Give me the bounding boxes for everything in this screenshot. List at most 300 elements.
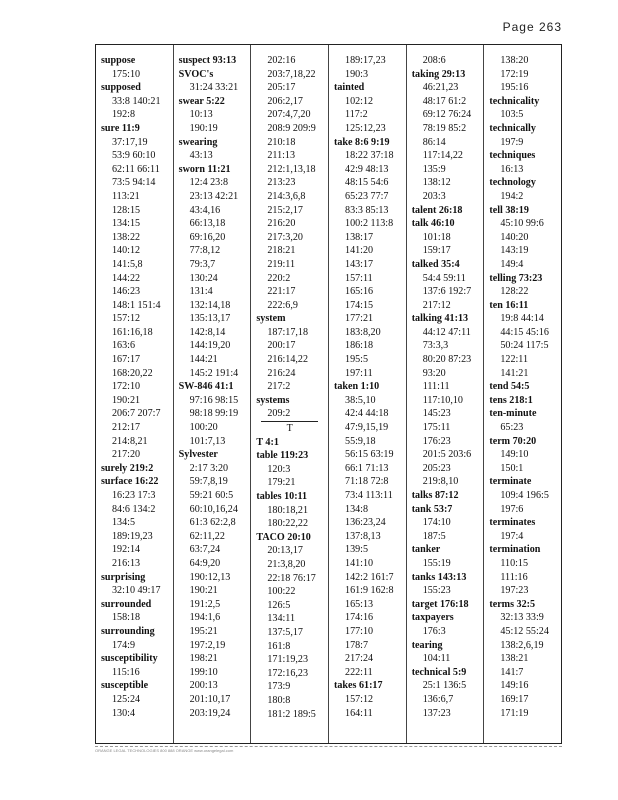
page-line-reference: 43:13 (189, 150, 213, 162)
page-line-reference: 217:2 (267, 381, 291, 393)
index-column-6 (484, 45, 561, 743)
page-line-reference: 206:2,17 (267, 95, 303, 107)
page-line-reference: 143:17 (345, 258, 374, 270)
page-line-reference: 126:5 (267, 599, 291, 611)
index-term: TACO 20:10 (256, 531, 311, 543)
page-line-reference: 80:20 87:23 (422, 354, 472, 366)
page-line-reference: 200:17 (267, 340, 296, 352)
footer-text: ORANGE LEGAL TECHNOLOGIES 800 888 ORANGE www.orangelegal.com (95, 748, 234, 753)
page-line-reference: 141:5,8 (112, 258, 143, 270)
page-line-reference: 199:10 (189, 666, 218, 678)
page-line-reference: 187:17,18 (267, 326, 308, 338)
page-line-reference: 138:17 (345, 231, 374, 243)
page-line-reference: 214:8,21 (112, 435, 148, 447)
page-line-reference: 172:16,23 (267, 667, 308, 679)
page-line-reference: 144:22 (112, 272, 141, 284)
page-line-reference: 138:21 (500, 653, 529, 665)
page-line-reference: 53:9 60:10 (112, 150, 156, 162)
page-line-reference: 158:18 (112, 612, 141, 624)
page-line-reference: 208:6 (422, 55, 446, 66)
page-line-reference: 146:23 (112, 286, 141, 298)
page-line-reference: 137:5,17 (267, 626, 303, 638)
page-line-reference: 137:8,13 (345, 530, 381, 542)
page-line-reference: 44:12 47:11 (422, 326, 471, 338)
page-line-reference: 73:3,3 (422, 340, 449, 352)
page-line-reference: 137:23 (422, 707, 451, 719)
page-line-reference: 37:17,19 (112, 136, 148, 148)
page-line-reference: 144:21 (189, 354, 218, 366)
index-term: susceptibility (101, 653, 158, 665)
page-line-reference: 98:18 99:19 (189, 408, 239, 420)
page-line-reference: 46:21,23 (422, 82, 459, 94)
page-line-reference: 21:3,8,20 (267, 558, 306, 570)
page-line-reference: 217:24 (345, 653, 374, 665)
page-line-reference: 144:19,20 (189, 340, 231, 352)
page-line-reference: 178:7 (345, 639, 369, 651)
page-line-reference: 42:4 44:18 (345, 408, 389, 420)
index-term: tainted (334, 82, 365, 94)
page-line-reference: 128:15 (112, 204, 141, 216)
page-line-reference: 125:24 (112, 693, 141, 705)
page-line-reference: 62:11,22 (189, 530, 225, 542)
page-line-reference: 125:12,23 (345, 122, 386, 134)
page-line-reference: 60:10,16,24 (189, 503, 238, 515)
page-line-reference: 157:11 (345, 272, 373, 284)
page-line-reference: 103:5 (500, 109, 524, 121)
page-line-reference: 117:10,10 (422, 394, 463, 406)
page-line-reference: 149:10 (500, 449, 529, 461)
page-line-reference: 18:22 37:18 (345, 150, 394, 162)
index-term: sworn 11:21 (178, 163, 231, 175)
page-line-reference: 163:6 (112, 340, 135, 352)
page-line-reference: 207:4,7,20 (267, 109, 311, 121)
page-line-reference: 100:22 (267, 586, 296, 598)
page-line-reference: 216:13 (112, 557, 141, 569)
page-line-reference: 145:23 (422, 408, 451, 420)
page-line-reference: 189:19,23 (112, 530, 153, 542)
page-line-reference: 71:18 72:8 (345, 476, 389, 488)
index-term: take 8:6 9:19 (334, 136, 390, 148)
page-line-reference: 180:22,22 (267, 518, 308, 530)
page-line-reference: 73:5 94:14 (112, 177, 156, 189)
page-line-reference: 138:2,6,19 (500, 639, 544, 651)
page-line-reference: 32:10 49:17 (112, 585, 161, 597)
page-line-reference: 203:19,24 (189, 707, 231, 719)
page-line-reference: 172:10 (112, 381, 141, 393)
page-line-reference: 194:2 (500, 190, 524, 202)
page-line-reference: 69:16,20 (189, 231, 226, 243)
page-line-reference: 175:11 (422, 422, 451, 434)
index-term: Sylvester (178, 449, 218, 461)
page-line-reference: 55:9,18 (345, 435, 376, 447)
page-line-reference: 161:16,18 (112, 326, 153, 338)
page-line-reference: 216:24 (267, 367, 296, 379)
page-line-reference: 155:19 (422, 557, 451, 569)
page-line-reference: 111:16 (500, 571, 528, 583)
page-line-reference: 120:3 (267, 463, 291, 475)
page-line-reference: 134:11 (267, 613, 296, 625)
page-line-reference: 12:4 23:8 (189, 177, 229, 189)
page-line-reference: 79:3,7 (189, 258, 216, 270)
page-line-reference: 66:1 71:13 (345, 462, 389, 474)
page-line-reference: 134:15 (112, 218, 141, 230)
page-line-reference: 10:13 (189, 109, 213, 121)
index-term: tanker (411, 544, 441, 556)
page-line-reference: 23:13 42:21 (189, 190, 239, 202)
page-line-reference: 84:6 134:2 (112, 503, 156, 515)
page-line-reference: 78:19 85:2 (422, 122, 467, 134)
index-term: technicality (489, 95, 540, 107)
index-term: T 4:1 (256, 436, 279, 448)
index-term: talks 87:12 (411, 490, 459, 501)
page-line-reference: 97:16 98:15 (189, 394, 239, 406)
page-line-reference: 149:4 (500, 258, 524, 270)
page-line-reference: 111:11 (422, 381, 450, 393)
page-line-reference: 161:9 162:8 (345, 585, 394, 597)
index-column-1 (96, 45, 174, 743)
page-line-reference: 177:21 (345, 313, 374, 325)
page-line-reference: 136:23,24 (345, 517, 386, 529)
page-line-reference: 43:4,16 (189, 204, 221, 216)
page-line-reference: 197:9 (500, 136, 524, 148)
index-column-5 (407, 45, 485, 743)
index-term: terminate (489, 476, 532, 488)
section-letter-heading: T (261, 421, 318, 436)
page-line-reference: 102:12 (345, 95, 374, 107)
page-line-reference: 222:6,9 (267, 299, 298, 311)
page-line-reference: 56:15 63:19 (345, 449, 394, 461)
page-line-reference: 73:4 113:11 (345, 490, 393, 501)
index-term: tanks 143:13 (411, 571, 467, 583)
page-line-reference: 135:9 (422, 163, 446, 175)
page-line-reference: 45:12 55:24 (500, 625, 549, 637)
page-line-reference: 176:3 (422, 625, 446, 637)
page-line-reference: 141:7 (500, 666, 524, 678)
page-line-reference: 200:13 (189, 680, 218, 692)
page-line-reference: 165:16 (345, 286, 374, 298)
page-line-reference: 167:17 (112, 354, 141, 366)
page-line-reference: 69:12 76:24 (422, 109, 472, 121)
index-term: telling 73:23 (489, 272, 543, 284)
page-line-reference: 195:16 (500, 82, 529, 94)
index-term: tank 53:7 (411, 503, 453, 515)
index-term: suppose (101, 55, 136, 66)
index-term: tens 218:1 (489, 394, 533, 406)
page-line-reference: 122:11 (500, 354, 529, 366)
page-line-reference: 205:17 (267, 82, 296, 94)
index-column-2 (174, 45, 252, 743)
page-line-reference: 65:23 (500, 422, 524, 434)
page-line-reference: 145:2 191:4 (189, 367, 239, 379)
page-line-reference: 33:8 140:21 (112, 95, 161, 107)
page-line-reference: 132:14,18 (189, 299, 231, 311)
page-line-reference: 221:17 (267, 286, 296, 298)
page-line-reference: 217:12 (422, 299, 451, 311)
page-line-reference: 165:13 (345, 598, 374, 610)
page-line-reference: 168:20,22 (112, 367, 153, 379)
page-line-reference: 211:13 (267, 150, 296, 162)
page-line-reference: 131:4 (189, 286, 213, 298)
index-column-3 (251, 45, 329, 743)
index-term: terminates (489, 517, 536, 529)
page-line-reference: 212:17 (112, 422, 141, 434)
page-line-reference: 48:17 61:2 (422, 95, 467, 107)
index-term: swearing (178, 136, 218, 148)
index-term: tearing (411, 639, 443, 651)
page-line-reference: 66:13,18 (189, 218, 226, 230)
page-line-reference: 179:21 (267, 477, 296, 489)
index-term: suspect 93:13 (178, 55, 237, 66)
page-line-reference: 86:14 (422, 136, 446, 148)
page-line-reference: 161:8 (267, 640, 291, 652)
page-line-reference: 192:14 (112, 544, 141, 556)
page-line-reference: 137:6 192:7 (422, 286, 472, 298)
page-line-reference: 174:9 (112, 639, 135, 651)
page-line-reference: 217:3,20 (267, 231, 303, 243)
index-term: termination (489, 544, 541, 556)
page-line-reference: 104:11 (422, 653, 451, 665)
index-term: tend 54:5 (489, 381, 530, 393)
page-line-reference: 134:5 (112, 517, 135, 529)
page-line-reference: 38:5,10 (345, 394, 376, 406)
page-line-reference: 149:16 (500, 680, 529, 692)
index-column-4 (329, 45, 407, 743)
page-line-reference: 54:4 59:11 (422, 272, 466, 284)
page-line-reference: 47:9,15,19 (345, 422, 389, 434)
page-line-reference: 176:23 (422, 435, 451, 447)
page-line-reference: 186:18 (345, 340, 374, 352)
page-line-reference: 135:13,17 (189, 313, 231, 325)
page-line-reference: 203:3 (422, 190, 446, 202)
index-term: system (256, 313, 286, 325)
page-line-reference: 197:11 (345, 367, 373, 379)
page-line-reference: 130:24 (189, 272, 218, 284)
page-line-reference: 19:8 44:14 (500, 313, 544, 325)
page-line-reference: 44:15 45:16 (500, 326, 549, 338)
page-line-reference: 117:2 (345, 109, 368, 121)
page-line-reference: 190:21 (189, 585, 218, 597)
page-line-reference: 215:2,17 (267, 204, 303, 216)
page-line-reference: 128:22 (500, 286, 529, 298)
page-line-reference: 197:4 (500, 530, 524, 542)
page-line-reference: 150:1 (500, 462, 524, 474)
page-line-reference: 169:17 (500, 693, 529, 705)
page-line-reference: 16:23 17:3 (112, 490, 156, 501)
page-line-reference: 174:16 (345, 612, 374, 624)
page-line-reference: 206:7 207:7 (112, 408, 161, 420)
page-line-reference: 203:7,18,22 (267, 68, 316, 80)
page-line-reference: 134:8 (345, 503, 369, 515)
page-line-reference: 189:17,23 (345, 55, 386, 66)
index-term: techniques (489, 150, 536, 162)
page-line-reference: 164:11 (345, 707, 373, 719)
page-line-reference: 113:21 (112, 190, 140, 202)
page-line-reference: 201:5 203:6 (422, 449, 472, 461)
page-line-reference: 157:12 (112, 313, 141, 325)
page-line-reference: 157:12 (345, 693, 374, 705)
page-line-reference: 148:1 151:4 (112, 299, 161, 311)
page-line-reference: 190:12,13 (189, 571, 231, 583)
page-line-reference: 214:3,6,8 (267, 190, 306, 202)
page-line-reference: 141:21 (500, 367, 529, 379)
page-line-reference: 64:9,20 (189, 557, 221, 569)
index-term: ten 16:11 (489, 299, 529, 311)
page-line-reference: 210:18 (267, 136, 296, 148)
index-term: tell 38:19 (489, 204, 529, 216)
page-line-reference: 187:5 (422, 530, 446, 542)
page-line-reference: 62:11 66:11 (112, 163, 160, 175)
page-line-reference: 138:20 (500, 55, 529, 66)
page-line-reference: 173:9 (267, 681, 291, 693)
page-line-reference: 171:19,23 (267, 654, 308, 666)
page-line-reference: 177:10 (345, 625, 374, 637)
page-line-reference: 100:20 (189, 422, 218, 434)
page-line-reference: 138:12 (422, 177, 451, 189)
index-term: talked 35:4 (411, 258, 460, 270)
page-line-reference: 195:21 (189, 625, 218, 637)
index-term: taking 29:13 (411, 68, 466, 80)
page-line-reference: 59:21 60:5 (189, 490, 234, 501)
page-line-reference: 115:16 (112, 666, 140, 678)
index-term: surrounded (101, 598, 152, 610)
page-line-reference: 212:1,13,18 (267, 163, 316, 175)
index-term: taxpayers (411, 612, 454, 624)
index-term: surprising (101, 571, 146, 583)
index-term: technically (489, 122, 536, 134)
index-term: surface 16:22 (101, 476, 159, 488)
index-term: talent 26:18 (411, 204, 463, 216)
page-line-reference: 61:3 62:2,8 (189, 517, 236, 529)
index-term: talk 46:10 (411, 218, 455, 230)
index-term: systems (256, 394, 290, 406)
page-line-reference: 198:21 (189, 653, 218, 665)
page-line-reference: 205:23 (422, 462, 451, 474)
page-line-reference: 219:11 (267, 258, 296, 270)
page-line-reference: 136:6,7 (422, 693, 454, 705)
index-term: tables 10:11 (256, 491, 308, 502)
page-line-reference: 42:9 48:13 (345, 163, 389, 175)
page-line-reference: 31:24 33:21 (189, 82, 239, 94)
page-line-reference: 20:13,17 (267, 545, 303, 557)
page-line-reference: 180:8 (267, 694, 291, 706)
page-line-reference: 202:16 (267, 55, 296, 66)
page-line-reference: 65:23 77:7 (345, 190, 389, 202)
index-term: swear 5:22 (178, 95, 225, 107)
page-line-reference: 138:22 (112, 231, 141, 243)
page-line-reference: 139:5 (345, 544, 369, 556)
page-line-reference: 155:23 (422, 585, 451, 597)
page-line-reference: 195:5 (345, 354, 369, 366)
page-line-reference: 77:8,12 (189, 245, 221, 257)
page-line-reference: 190:19 (189, 122, 218, 134)
page-line-reference: 172:19 (500, 68, 529, 80)
page-line-reference: 197:23 (500, 585, 529, 597)
page-line-reference: 171:19 (500, 707, 529, 719)
page-line-reference: 141:10 (345, 557, 374, 569)
page-line-reference: 220:2 (267, 272, 291, 284)
page-line-reference: 191:2,5 (189, 598, 221, 610)
page-line-reference: 208:9 209:9 (267, 122, 316, 134)
page-line-reference: 45:10 99:6 (500, 218, 544, 230)
index-term: SW-846 41:1 (178, 381, 234, 393)
page-line-reference: 140:12 (112, 245, 141, 257)
page-line-reference: 194:1,6 (189, 612, 221, 624)
page-line-reference: 213:23 (267, 177, 296, 189)
page-line-reference: 101:18 (422, 231, 451, 243)
page-line-reference: 25:1 136:5 (422, 680, 467, 692)
page-line-reference: 174:10 (422, 517, 451, 529)
index-term: target 176:18 (411, 598, 469, 610)
index-term: taken 1:10 (334, 381, 380, 393)
page-line-reference: 83:3 85:13 (345, 204, 389, 216)
index-term: table 119:23 (256, 450, 309, 462)
page-line-reference: 216:14,22 (267, 354, 308, 366)
page-line-reference: 192:8 (112, 109, 135, 121)
page-line-reference: 183:8,20 (345, 326, 381, 338)
page-line-reference: 219:8,10 (422, 476, 459, 488)
index-term: technical 5:9 (411, 666, 467, 678)
page-line-reference: 16:13 (500, 163, 524, 175)
index-term: takes 61:17 (334, 680, 383, 692)
page-line-reference: 50:24 117:5 (500, 340, 549, 352)
page-line-reference: 142:2 161:7 (345, 571, 394, 583)
page-line-reference: 22:18 76:17 (267, 572, 316, 584)
page-number: Page 263 (502, 20, 562, 34)
page-line-reference: 59:7,8,19 (189, 476, 228, 488)
page-line-reference: 100:2 113:8 (345, 218, 394, 230)
page-line-reference: 209:2 (267, 408, 291, 420)
page-line-reference: 190:21 (112, 394, 141, 406)
page-line-reference: 63:7,24 (189, 544, 221, 556)
index-term: supposed (101, 82, 141, 94)
index-term: terms 32:5 (489, 598, 536, 610)
page-line-reference: 217:20 (112, 449, 141, 461)
page-line-reference: 181:2 189:5 (267, 708, 316, 720)
index-term: ten-minute (489, 408, 537, 420)
page-line-reference: 140:20 (500, 231, 529, 243)
index-term: talking 41:13 (411, 313, 469, 325)
page-line-reference: 216:20 (267, 218, 296, 230)
index-term: technology (489, 177, 536, 189)
page-line-reference: 190:3 (345, 68, 369, 80)
page-line-reference: 2:17 3:20 (189, 462, 229, 474)
page-line-reference: 218:21 (267, 245, 296, 257)
page-line-reference: 197:2,19 (189, 639, 226, 651)
page-line-reference: 32:13 33:9 (500, 612, 544, 624)
page-line-reference: 159:17 (422, 245, 451, 257)
page-line-reference: 48:15 54:6 (345, 177, 389, 189)
page-line-reference: 110:15 (500, 557, 529, 569)
index-term: surrounding (101, 625, 155, 637)
footer-divider (95, 746, 562, 747)
page-line-reference: 101:7,13 (189, 435, 226, 447)
page-line-reference: 201:10,17 (189, 693, 231, 705)
page-line-reference: 93:20 (422, 367, 446, 379)
page-line-reference: 117:14,22 (422, 150, 463, 162)
index-term: susceptible (101, 680, 149, 692)
page-line-reference: 175:10 (112, 68, 141, 80)
index-term: term 70:20 (489, 435, 537, 447)
index-term: SVOC's (178, 68, 214, 80)
page-line-reference: 109:4 196:5 (500, 490, 549, 501)
index-term: sure 11:9 (101, 122, 140, 134)
page-line-reference: 174:15 (345, 299, 374, 311)
page-line-reference: 222:11 (345, 666, 373, 678)
word-index-table (95, 44, 562, 744)
index-term: surely 219:2 (101, 462, 154, 474)
page-line-reference: 197:6 (500, 503, 524, 515)
page-line-reference: 180:18,21 (267, 504, 308, 516)
